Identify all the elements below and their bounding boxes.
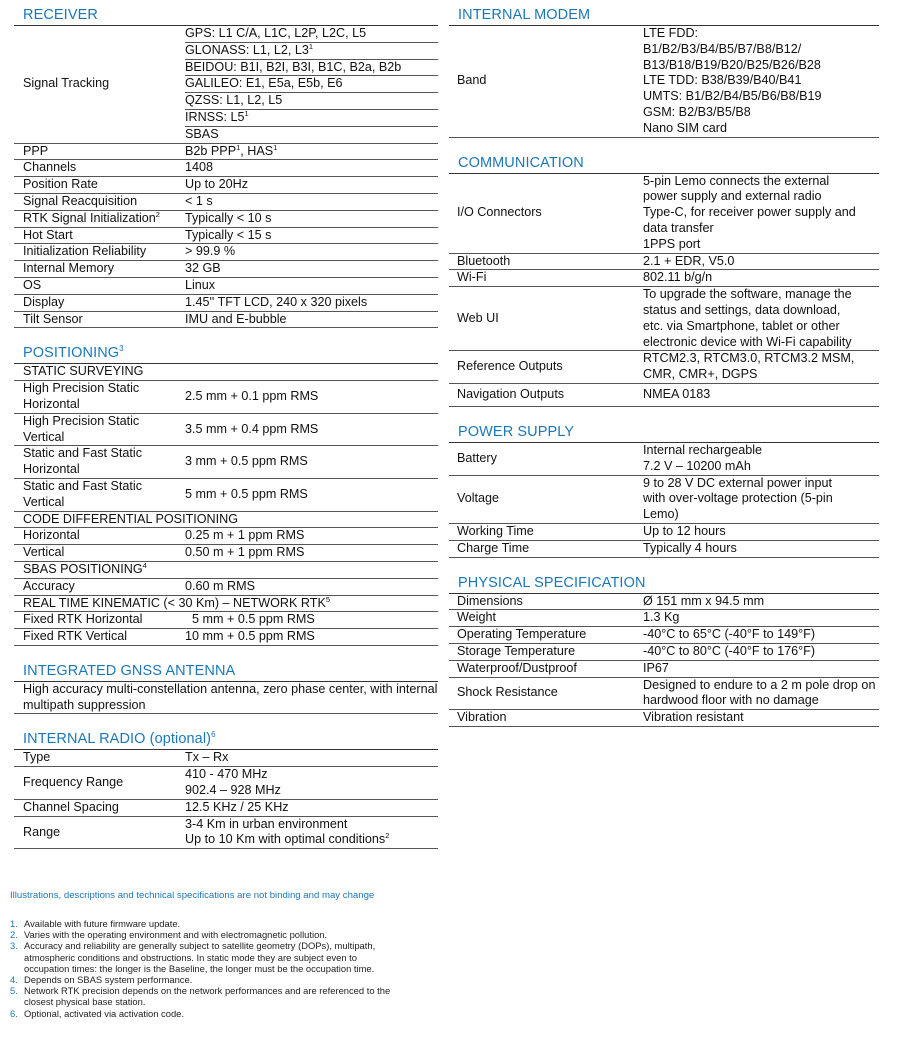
row-value: NMEA 0183 [643,383,879,406]
table-row [14,612,438,629]
footnotes-list [10,918,400,1019]
tracking-galileo: GALILEO: E1, E5a, E5b, E6 [185,76,438,93]
row-value: Tx – Rx [185,750,438,766]
table-row [14,143,438,160]
row-value: 3-4 Km in urban environment Up to 10 Km with optimal conditions$^2$ [185,816,438,849]
table-row [14,816,438,849]
modem-table [449,26,879,138]
row-value: 32 GB [185,261,438,278]
row-value: 3.5 mm + 0.4 ppm RMS [185,413,438,446]
rtk-header: REAL TIME KINEMATIC (< 30 Km) – NETWORK RTK$^5$ [14,595,438,612]
row-value: -40°C to 65°C (-40°F to 149°F) [643,627,879,644]
table-row [14,446,438,479]
row-value: 3 mm + 0.5 ppm RMS [185,446,438,479]
table-row [449,643,879,660]
table-row [14,26,438,42]
row-key: Vibration [449,710,643,727]
antenna-section [14,662,438,715]
row-value: Designed to endure to a 2 m pole drop on hardwood floor with no damage [643,677,879,710]
modem-title: INTERNAL MODEM [449,6,879,26]
table-row [14,478,438,511]
row-key: Shock Resistance [449,677,643,710]
tracking-glonass: GLONASS: L1, L2, $L3^1$ [185,42,438,59]
row-value: Typically < 10 s [185,210,438,227]
table-row [14,750,438,766]
table-row [449,610,879,627]
row-key: Hot Start [14,227,185,244]
row-value: IMU and E-bubble [185,311,438,328]
tracking-gps: GPS: L1 C/A, L1C, L2P, L2C, L5 [185,26,438,42]
communication-title: COMMUNICATION [449,154,879,174]
table-row [14,160,438,177]
row-key: High Precision Static Vertical [14,413,185,446]
footnote-item: 4. Depends on SBAS system performance. [10,974,193,986]
row-key: Internal Memory [14,261,185,278]
table-row [14,193,438,210]
row-key: Charge Time [449,540,643,557]
table-row [449,383,879,406]
row-key: Type [14,750,185,766]
positioning-table [14,364,438,646]
table-row [449,677,879,710]
positioning-title: POSITIONING$^3$ [14,344,438,364]
power-title: POWER SUPPLY [449,423,879,443]
antenna-description: High accuracy multi-constellation antenna, zero phase center, with internal multipath suppression [14,682,438,715]
row-value: 0.25 m + 1 ppm RMS [185,528,438,545]
positioning-section [14,344,438,646]
physical-table [449,594,879,727]
table-row [14,767,438,800]
footnote-item: 2. Varies with the operating environment and with electromagnetic pollution. [10,929,328,941]
row-value: 802.11 b/g/n [643,270,879,287]
table-row [449,253,879,270]
row-value: 0.60 m RMS [185,578,438,595]
row-value: To upgrade the software, manage the status and settings, data download, etc. via Smartphone, tablet or other electronic device with Wi-Fi capability [643,287,879,351]
row-key: Battery [449,443,643,475]
row-value: Up to 20Hz [185,177,438,194]
row-value: 12.5 KHz / 25 KHz [185,799,438,816]
table-row [449,26,879,137]
table-row [14,294,438,311]
table-row [14,561,438,578]
power-table [449,443,879,558]
row-key: Accuracy [14,578,185,595]
communication-table [449,174,879,407]
signal-tracking-label: Signal Tracking [14,26,185,143]
row-value: 0.50 m + 1 ppm RMS [185,545,438,562]
table-row [14,545,438,562]
row-value: IP67 [643,660,879,677]
table-row [14,528,438,545]
row-key: Vertical [14,545,185,562]
row-value: 2.1 + EDR, V5.0 [643,253,879,270]
row-key: Weight [449,610,643,627]
table-row [14,227,438,244]
row-value: 5 mm + 0.5 ppm RMS [185,478,438,511]
radio-table [14,750,438,849]
footnote-item: 5. Network RTK precision depends on the network performances and are referenced to the closest physical base station. [10,985,391,1008]
tracking-beidou: BEIDOU: B1I, B2I, B3I, B1C, B2a, B2b [185,59,438,76]
table-row [14,413,438,446]
row-key: RTK Signal Initialization$^2$ [14,210,185,227]
row-key: Operating Temperature [449,627,643,644]
row-value: B2b PPP$^1$, HAS$^1$ [185,143,438,160]
table-row [14,311,438,328]
row-key: Working Time [449,523,643,540]
row-key: I/O Connectors [449,174,643,253]
row-key: OS [14,277,185,294]
radio-title: INTERNAL RADIO (optional)$^6$ [14,730,438,750]
row-value: 5-pin Lemo connects the external power supply and external radio Type-C, for receiver power supply and data transfer 1PPS port [643,174,879,253]
row-key: Range [14,816,185,849]
code-differential-header: CODE DIFFERENTIAL POSITIONING [14,511,438,528]
tracking-sbas: SBAS [185,126,438,143]
row-value: 1.3 Kg [643,610,879,627]
physical-section [449,574,879,727]
row-value: Ø 151 mm x 94.5 mm [643,594,879,610]
table-row [14,364,438,380]
table-row [14,578,438,595]
row-key: Frequency Range [14,767,185,800]
table-row [449,540,879,557]
row-key: Signal Reacquisition [14,193,185,210]
static-surveying-header: STATIC SURVEYING [14,364,438,380]
row-value: Up to 12 hours [643,523,879,540]
row-key: Static and Fast Static Horizontal [14,446,185,479]
row-value: Typically < 15 s [185,227,438,244]
right-column [449,6,879,743]
radio-section [14,730,438,849]
modem-section [449,6,879,138]
row-key: Position Rate [14,177,185,194]
table-row [449,523,879,540]
table-row [449,594,879,610]
row-value: -40°C to 80°C (-40°F to 176°F) [643,643,879,660]
table-row [449,270,879,287]
row-key: Reference Outputs [449,351,643,384]
row-key: Wi-Fi [449,270,643,287]
table-row [449,287,879,351]
table-row [14,277,438,294]
table-row [14,210,438,227]
table-row [449,351,879,384]
row-key: Channel Spacing [14,799,185,816]
row-key: Horizontal [14,528,185,545]
table-row [14,244,438,261]
row-key: Voltage [449,475,643,523]
row-key: Fixed RTK Horizontal [14,612,185,629]
table-row [14,511,438,528]
receiver-section [14,6,438,328]
tracking-irnss: IRNSS: $L5^1$ [185,109,438,126]
row-key: Navigation Outputs [449,383,643,406]
table-row [14,381,438,414]
row-key: Tilt Sensor [14,311,185,328]
row-value: < 1 s [185,193,438,210]
footnote-item: 3. Accuracy and reliability are generally subject to satellite geometry (DOPs), multipath, atmospheric conditions and obstructions. In static mode they are subject even to occupation times: the longer is the Baseline, the longer must be the occupation time. [10,940,376,974]
row-value: > 99.9 % [185,244,438,261]
row-key: Fixed RTK Vertical [14,629,185,646]
row-value: 1.45'' TFT LCD, 240 x 320 pixels [185,294,438,311]
row-key: Bluetooth [449,253,643,270]
sbas-positioning-header: SBAS POSITIONING$^4$ [14,561,438,578]
row-value: 1408 [185,160,438,177]
row-value: 10 mm + 0.5 ppm RMS [185,629,438,646]
tracking-qzss: QZSS: L1, L2, L5 [185,93,438,110]
row-key: Band [449,26,643,137]
row-value: 410 - 470 MHz 902.4 – 928 MHz [185,767,438,800]
row-value: 5 mm + 0.5 ppm RMS [185,612,438,629]
row-key: Display [14,294,185,311]
row-key: Channels [14,160,185,177]
row-value: 2.5 mm + 0.1 ppm RMS [185,381,438,414]
row-value: Typically 4 hours [643,540,879,557]
receiver-title: RECEIVER [14,6,438,26]
row-key: Storage Temperature [449,643,643,660]
table-row [449,443,879,475]
row-key: Static and Fast Static Vertical [14,478,185,511]
row-value: RTCM2.3, RTCM3.0, RTCM3.2 MSM, CMR, CMR+, DGPS [643,351,879,384]
row-value: Vibration resistant [643,710,879,727]
table-row [14,629,438,646]
table-row [449,627,879,644]
row-key: Waterproof/Dustproof [449,660,643,677]
communication-section [449,154,879,407]
row-value: Linux [185,277,438,294]
row-key: Dimensions [449,594,643,610]
row-value: 9 to 28 V DC external power input with over-voltage protection (5-pin Lemo) [643,475,879,523]
footnote-item: 6. Optional, activated via activation code. [10,1007,184,1019]
table-row [449,475,879,523]
row-value: LTE FDD: B1/B2/B3/B4/B5/B7/B8/B12/ B13/B18/B19/B20/B25/B26/B28 LTE TDD: B38/B39/B40/B41 UMTS: B1/B2/B4/B5/B6/B8/B19 GSM: B2/B3/B5/B8 Nano SIM card [643,26,879,137]
disclaimer-text: Illustrations, descriptions and technical specifications are not binding and may change [10,890,375,901]
row-key: PPP [14,143,185,160]
row-key: Initialization Reliability [14,244,185,261]
table-row [14,261,438,278]
receiver-table [14,26,438,328]
row-key: Web UI [449,287,643,351]
left-column [14,6,438,865]
table-row [449,660,879,677]
physical-title: PHYSICAL SPECIFICATION [449,574,879,594]
row-value: Internal rechargeable 7.2 V – 10200 mAh [643,443,879,475]
table-row [14,595,438,612]
table-row [14,177,438,194]
table-row [14,799,438,816]
row-key: High Precision Static Horizontal [14,381,185,414]
table-row [449,174,879,253]
footnote-item: 1. Available with future firmware update. [10,918,181,929]
table-row [449,710,879,727]
power-section [449,423,879,558]
antenna-title: INTEGRATED GNSS ANTENNA [14,662,438,682]
